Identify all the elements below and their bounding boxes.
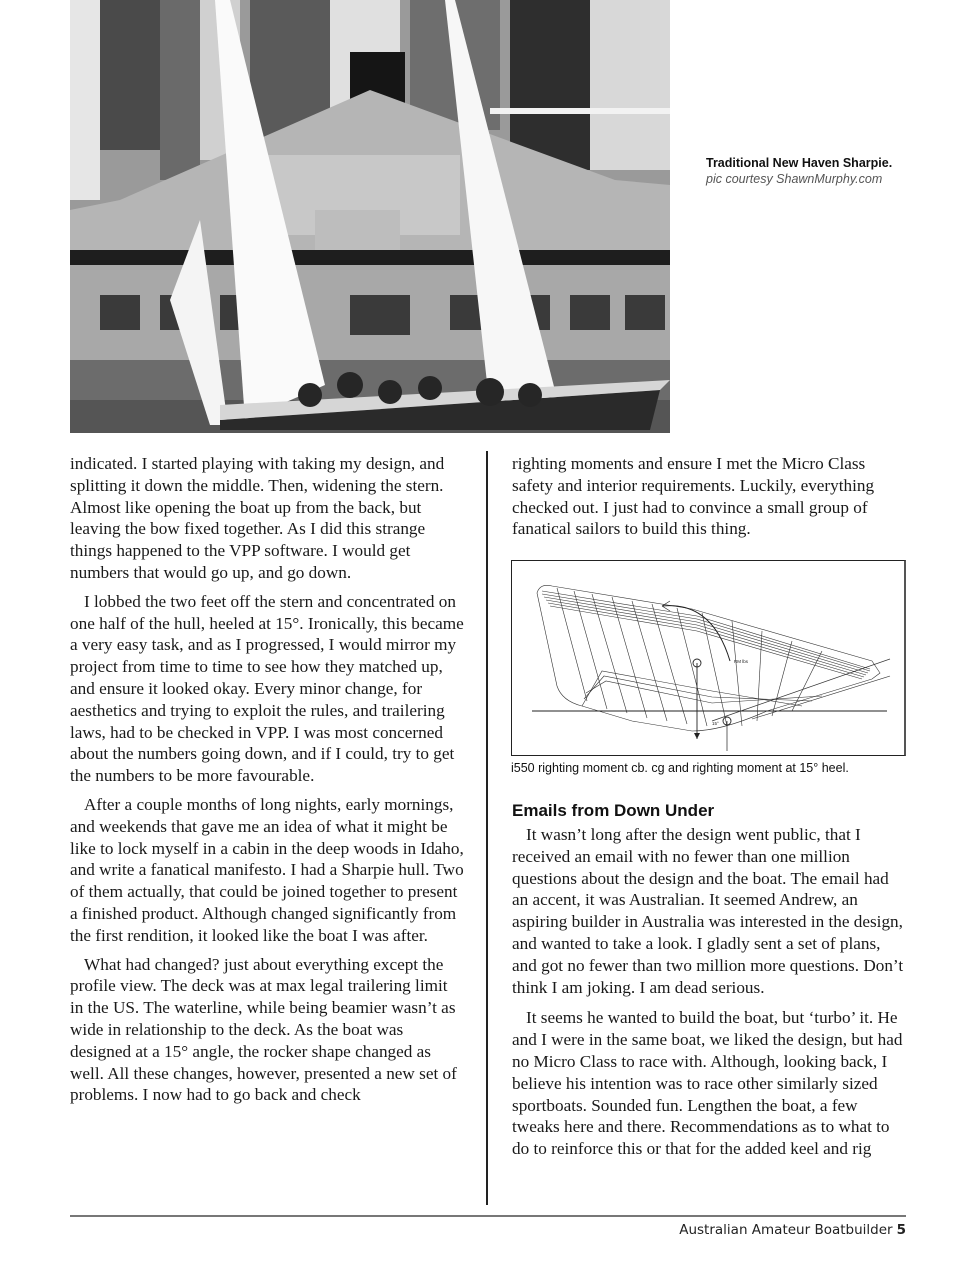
hull-wireframe-diagram	[512, 561, 904, 755]
page-footer	[679, 1222, 906, 1238]
sharpie-photo	[70, 0, 670, 433]
section-heading: Emails from Down Under	[512, 801, 715, 820]
photo-caption	[706, 155, 966, 187]
paragraph: righting moments and ensure I met the Micro Class safety and interior requirements. Luckily, everything checked out. I just had to convince a small group of fanatical sailors to build this thing.	[512, 454, 875, 539]
paragraph: What had changed? just about everything except the profile view. The deck was at max legal trailering limit in the US. The waterline, while being beamier wasn’t as wide in relationship to the deck. As the boat was designed at a 15° angle, the rocker shape changed as well. All these changes, however, presented a new set of problems. I now had to go back and check	[70, 954, 457, 1105]
right-column-top	[512, 453, 907, 547]
hull-diagram-figure	[511, 560, 906, 756]
paragraph: I lobbed the two feet off the stern and concentrated on one half of the hull, heeled at 15°. Ironically, this became a very easy task, and as I progressed, I would mirror my project from time to time to see how they matched up, and ensure it looked okay. Every minor change, for aesthetics and trying to exploit the rules, and trailering laws, had to be checked in VPP. I was most concerned about the numbers going down, and if I could, try to get the numbers to be more favourable.	[70, 591, 464, 786]
photo-caption-credit: pic courtesy ShawnMurphy.com	[706, 172, 883, 186]
photo-illustration	[70, 0, 670, 433]
right-column-bottom	[512, 824, 907, 1167]
publication-name: Australian Amateur Boatbuilder	[679, 1222, 893, 1238]
moment-label: RM lbs	[734, 659, 749, 664]
paragraph: After a couple months of long nights, early mornings, and weekends that gave me an idea of what it might be like to lock myself in a cabin in the deep woods in Idaho, and write a fanatical manifesto. I had a Sharpie hull. Two of them actually, that could be joined together to present a finished product. Although changed significantly from the first rendition, it looked like the boat I was after.	[70, 794, 464, 945]
paragraph: It wasn’t long after the design went public, that I received an email with no fewer than one million questions about the design and the boat. The email had an accent, it was Australian. It seemed Andrew, an aspiring builder in Australia was interested in the design, and wanted to take a look. I gladly sent a set of plans, and got no fewer than two million more questions. Don’t think I am joking. I am dead serious.	[512, 825, 904, 997]
left-column	[70, 453, 465, 1113]
column-divider	[486, 451, 488, 1205]
paragraph: indicated. I started playing with taking my design, and splitting it down the middle. Then, widening the stern. Almost like opening the boat up from the back, but leaving the bow fixed together. As I did this strange things happened to the VPP software. I would get numbers that would go up, and go down.	[70, 454, 445, 582]
page-number: 5	[896, 1222, 906, 1238]
angle-label: 15°	[712, 721, 719, 726]
figure-caption: i550 righting moment cb. cg and righting moment at 15° heel.	[511, 761, 849, 775]
photo-caption-title: Traditional New Haven Sharpie.	[706, 156, 893, 170]
footer-rule	[70, 1215, 906, 1217]
paragraph: It seems he wanted to build the boat, but ‘turbo’ it. He and I were in the same boat, we liked the design, but had no Micro Class to race with. Although, looking back, I believe his intention was to race other similarly sized sportboats. Sounded fun. Lengthen the boat, a few tweaks here and there. Recommendations as to what to do to reinforce this or that for the added keel and rig	[512, 1008, 903, 1159]
